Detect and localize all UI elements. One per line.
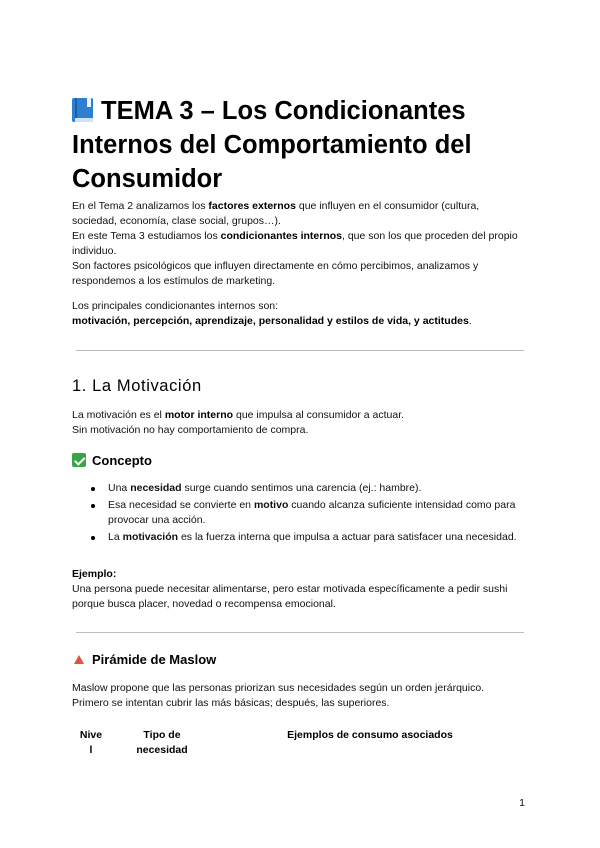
- section-divider: [76, 350, 524, 351]
- table-header-tipo-necesidad: Tipo de necesidad: [136, 729, 188, 756]
- check-mark-icon: [72, 453, 86, 467]
- intro-paragraph-1: En el Tema 2 analizamos los factores externos que influyen en el consumidor (cultura, sociedad, economía, clase social, grupos…). En este Tema 3 estudiamos los condicionantes internos, que son los que proceden del propio individuo. Son factores psicológicos que influyen directamente en cómo percibimos, analizamos y respondemos a los estímulos de marketing.: [72, 200, 518, 287]
- subheading-piramide-maslow: Pirámide de Maslow: [72, 651, 216, 669]
- motivacion-paragraph: La motivación es el motor interno que impulsa al consumidor a actuar. Sin motivación no hay comportamiento de compra.: [72, 409, 405, 436]
- example-label: Ejemplo:: [72, 568, 117, 580]
- table-header-ejemplos: Ejemplos de consumo asociados: [287, 729, 453, 741]
- example-text: Una persona puede necesitar alimentarse, pero estar motivada específicamente a pedir sushi porque busca placer, novedad o recompensa emocional.: [72, 583, 508, 610]
- section-heading-motivacion: 1. La Motivación: [72, 377, 202, 395]
- page-title: [72, 94, 522, 196]
- title-line-1: TEMA 3 – Los Condicionantes: [101, 97, 466, 125]
- concepto-bullet-list: [91, 481, 521, 547]
- list-item: Una necesidad surge cuando sentimos una carencia (ej.: hambre).: [91, 481, 521, 496]
- example-paragraph: [72, 567, 522, 612]
- intro-paragraph-2: Los principales condicionantes internos son: motivación, percepción, aprendizaje, personalidad y estilos de vida, y actitudes.: [72, 300, 472, 327]
- title-line-3: Consumidor: [72, 165, 223, 193]
- list-item: Esa necesidad se convierte en motivo cuando alcanza suficiente intensidad como para provocar una acción.: [91, 498, 521, 528]
- subheading-concepto: Concepto: [72, 452, 152, 470]
- red-triangle-icon: [74, 655, 84, 664]
- table-header-nivel: Nive l: [79, 729, 103, 756]
- title-line-2: Internos del Comportamiento del: [72, 131, 472, 159]
- maslow-paragraph: Maslow propone que las personas priorizan sus necesidades según un orden jerárquico. Primero se intentan cubrir las más básicas; después, las superiores.: [72, 682, 485, 709]
- list-item: La motivación es la fuerza interna que impulsa a actuar para satisfacer una necesidad.: [91, 530, 521, 545]
- page-number: 1: [519, 797, 525, 809]
- section-divider: [76, 632, 524, 633]
- blue-book-icon: [72, 97, 93, 121]
